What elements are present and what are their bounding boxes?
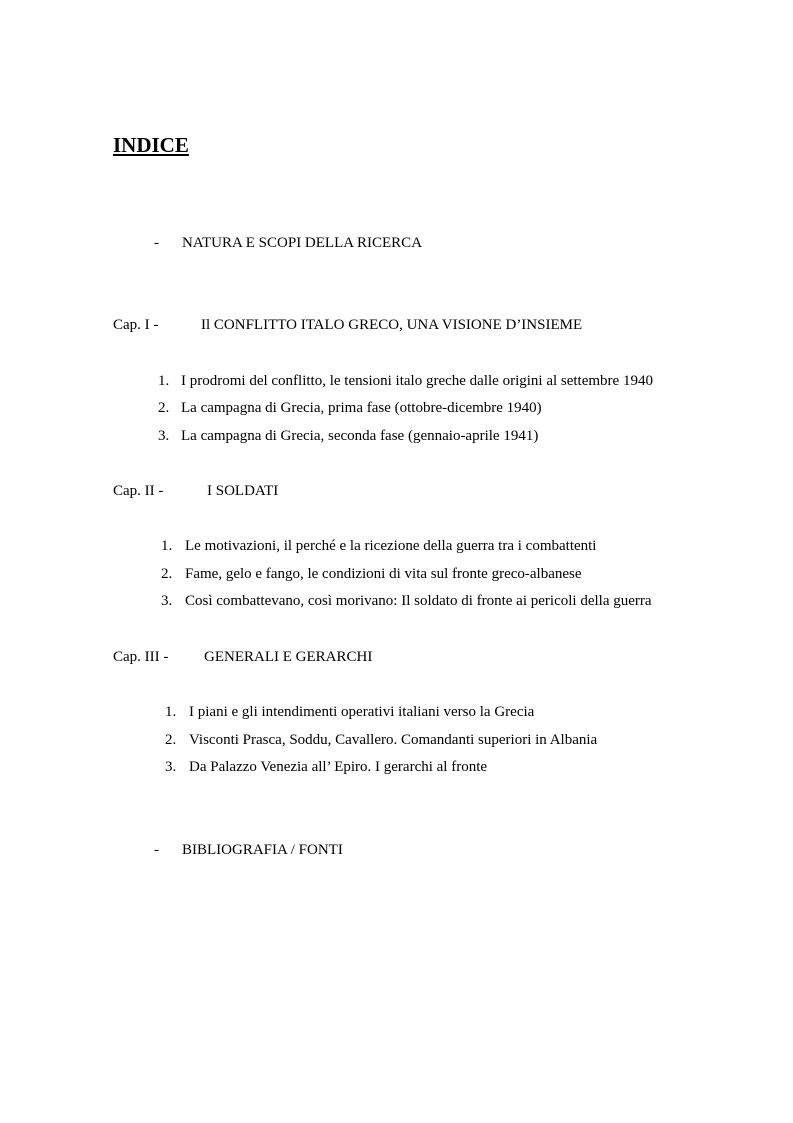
chapter-1-item-1 — [158, 373, 653, 389]
item-number: 1. — [158, 373, 170, 389]
chapter-1-label: Cap. I - — [113, 317, 159, 333]
item-text: Da Palazzo Venezia all’ Epiro. I gerarchi al fronte — [189, 759, 488, 775]
item-number: 3. — [161, 593, 173, 609]
item-text: La campagna di Grecia, prima fase (ottobre-dicembre 1940) — [181, 400, 542, 416]
bibliography-text: BIBLIOGRAFIA / FONTI — [182, 842, 343, 858]
chapter-1-title: Il CONFLITTO ITALO GRECO, UNA VISIONE D’INSIEME — [201, 317, 583, 333]
item-text: Fame, gelo e fango, le condizioni di vita sul fronte greco-albanese — [185, 566, 582, 582]
chapter-2-label: Cap. II - — [113, 483, 164, 499]
bibliography-entry — [154, 842, 343, 858]
item-text: Visconti Prasca, Soddu, Cavallero. Comandanti superiori in Albania — [189, 732, 598, 748]
chapter-2-item-2 — [161, 566, 582, 582]
intro-dash: - — [154, 235, 159, 251]
item-text: Così combattevano, così morivano: Il soldato di fronte ai pericoli della guerra — [185, 593, 652, 609]
chapter-3-title: GENERALI E GERARCHI — [204, 649, 373, 665]
item-number: 2. — [158, 400, 170, 416]
item-text: La campagna di Grecia, seconda fase (gennaio-aprile 1941) — [181, 428, 539, 444]
item-number: 2. — [161, 566, 173, 582]
chapter-2-title: I SOLDATI — [207, 483, 279, 499]
page-title: INDICE — [113, 133, 189, 157]
item-text: I prodromi del conflitto, le tensioni italo greche dalle origini al settembre 1940 — [181, 373, 653, 389]
item-number: 3. — [158, 428, 170, 444]
item-text: Le motivazioni, il perché e la ricezione della guerra tra i combattenti — [185, 538, 597, 554]
item-number: 2. — [165, 732, 177, 748]
chapter-2-item-1 — [161, 538, 597, 554]
chapter-1-item-2 — [158, 400, 542, 416]
item-number: 1. — [165, 704, 177, 720]
chapter-3-item-2 — [165, 732, 598, 748]
item-text: I piani e gli intendimenti operativi italiani verso la Grecia — [189, 704, 535, 720]
intro-text: NATURA E SCOPI DELLA RICERCA — [182, 235, 423, 251]
chapter-3-label: Cap. III - — [113, 649, 169, 665]
item-number: 1. — [161, 538, 173, 554]
chapter-3-item-3 — [165, 759, 488, 775]
intro-entry — [154, 235, 423, 251]
chapter-2-item-3 — [161, 593, 652, 609]
item-number: 3. — [165, 759, 177, 775]
chapter-1-item-3 — [158, 428, 539, 444]
chapter-3-item-1 — [165, 704, 535, 720]
bibliography-dash: - — [154, 842, 159, 858]
